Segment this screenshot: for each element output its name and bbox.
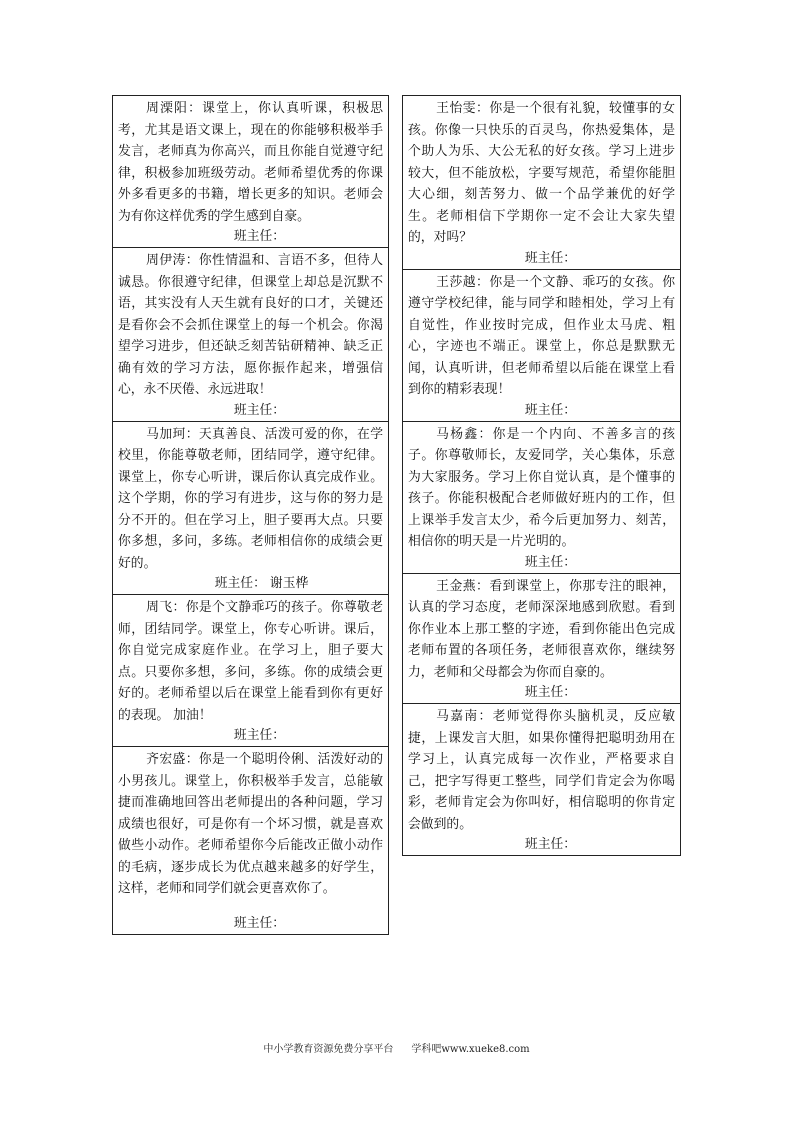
footer-platform: 中小学教育资源免费分享平台: [263, 1044, 394, 1055]
comment-text: 王怡雯：你是一个很有礼貌，较懂事的女孩。你像一只快乐的百灵鸟，你热爱集体，是个助人为乐、大公无私的好女孩。学习上进步较大，但不能放松，字要写规范，希望你能胆大心细，刻苦努力、做一个品学兼优的好学生。老师相信下学期你一定不会让大家失望的，对吗？: [408, 101, 675, 245]
right-column: [402, 95, 681, 856]
signature-label: 班主任：: [524, 402, 577, 418]
signature-label: 班主任：: [233, 229, 286, 244]
signature-line: [118, 227, 383, 247]
comment-text: 马加珂：天真善良、活泼可爱的你，在学校里，你能尊敬老师，团结同学，遵守纪律。课堂上，你专心听讲，课后你认真完成作业。这个学期，你的学习有进步，这与你的努力是分不开的。但在学习上，胆子要再大点。只要你多想，多问，多练。老师相信你的成绩会更好的。: [118, 426, 383, 571]
signature-line: [408, 835, 675, 855]
signature-line: [408, 683, 675, 703]
signature-label: 班主任：: [233, 915, 286, 931]
signature-label: 班主任：: [233, 728, 286, 743]
signature-label: 班主任：: [214, 576, 266, 591]
signature-line: [408, 401, 675, 421]
comment-card: [402, 573, 681, 704]
comment-card: [402, 269, 681, 421]
comment-card: [112, 95, 389, 247]
comment-text: 王莎越：你是一个文静、乖巧的女孩。你遵守学校纪律，能与同学和睦相处，学习上有自觉性，作业按时完成，但作业太马虎、粗心，字迹也不端正。课堂上，你总是默默无闻，认真听讲，但老师希望以后能在课堂上看到你的精彩表现！: [408, 274, 675, 397]
comment-text: 周伊涛：你性情温和、言语不多，但待人诚恳。你很遵守纪律，但课堂上却总是沉默不语，其实没有人天生就有良好的口才，关键还是看你会不会抓住课堂上的每一个机会。你渴望学习进步，但还缺乏刻苦钻研精神、缺乏正确有效的学习方法，愿你振作起来，增强信心，永不厌倦、永远进取！: [118, 253, 383, 397]
comment-card: [112, 421, 389, 595]
comment-card: [112, 746, 389, 935]
signature-line: [408, 249, 675, 269]
comment-text: 王金燕：看到课堂上，你那专注的眼神，认真的学习态度，老师深深地感到欣慰。看到你作业本上那工整的字迹，看到你能出色完成老师布置的各项任务，老师很喜欢你，继续努力，老师和父母都会为你而自豪的。: [408, 578, 675, 680]
signature-line: [118, 726, 383, 746]
left-column: [112, 95, 389, 935]
comment-card: [402, 95, 681, 269]
signature-label: 班主任：: [524, 554, 577, 570]
signature-label: 班主任：: [233, 402, 286, 418]
signature-line: [118, 574, 383, 594]
comment-text: 周溧阳：课堂上，你认真听课，积极思考，尤其是语文课上，现在的你能够积极举手发言，老师真为你高兴，而且你能自觉遵守纪律，积极参加班级劳动。老师希望优秀的你课外多看更多的书籍，增长更多的知识。老师会为有你这样优秀的学生感到自豪。: [118, 101, 383, 224]
comment-text: 马嘉南：老师觉得你头脑机灵，反应敏捷，上课发言大胆，如果你懂得把聪明劲用在学习上，认真完成每一次作业，严格要求自己，把字写得更工整些，同学们肯定会为你喝彩，老师肯定会为你叫好，相信聪明的你肯定会做到的。: [408, 709, 675, 832]
page-footer: [0, 1040, 793, 1055]
comment-text: 马杨鑫：你是一个内向、不善多言的孩子。你尊敬师长，友爱同学，关心集体，乐意为大家服务。学习上你自觉认真，是个懂事的孩子。你能积极配合老师做好班内的工作，但上课举手发言太少，希今后更加努力、刻苦，相信你的明天是一片光明的。: [408, 426, 675, 549]
comment-card: [402, 703, 681, 856]
footer-site: 学科吧www.xueke8.com: [411, 1044, 530, 1055]
comment-card: [402, 421, 681, 573]
teacher-name: 谢玉桦: [269, 576, 309, 591]
signature-label: 班主任：: [524, 837, 577, 852]
signature-line: [118, 914, 383, 934]
comment-card: [112, 594, 389, 746]
comment-card: [112, 247, 389, 421]
signature-line: [118, 401, 383, 421]
signature-label: 班主任：: [524, 685, 577, 700]
comment-text: 周飞：你是个文静乖巧的孩子。你尊敬老师，团结同学。课堂上，你专心听讲。课后，你自觉完成家庭作业。在学习上，胆子要大点。只要你多想，多问，多练。你的成绩会更好的。老师希望以后在课堂上能看到你有更好的表现。 加油！: [118, 600, 383, 723]
comment-text: 齐宏盛：你是一个聪明伶俐、活泼好动的小男孩儿。课堂上，你积极举手发言，总能敏捷而准确地回答出老师提出的各种问题，学习成绩也很好，可是你有一个坏习惯，就是喜欢做些小动作。老师希望你今后能改正做小动作的毛病，逐步成长为优点越来越多的好学生，这样，老师和同学们就会更喜欢你了。: [118, 752, 383, 896]
signature-line: [408, 553, 675, 573]
signature-label: 班主任：: [524, 250, 577, 266]
